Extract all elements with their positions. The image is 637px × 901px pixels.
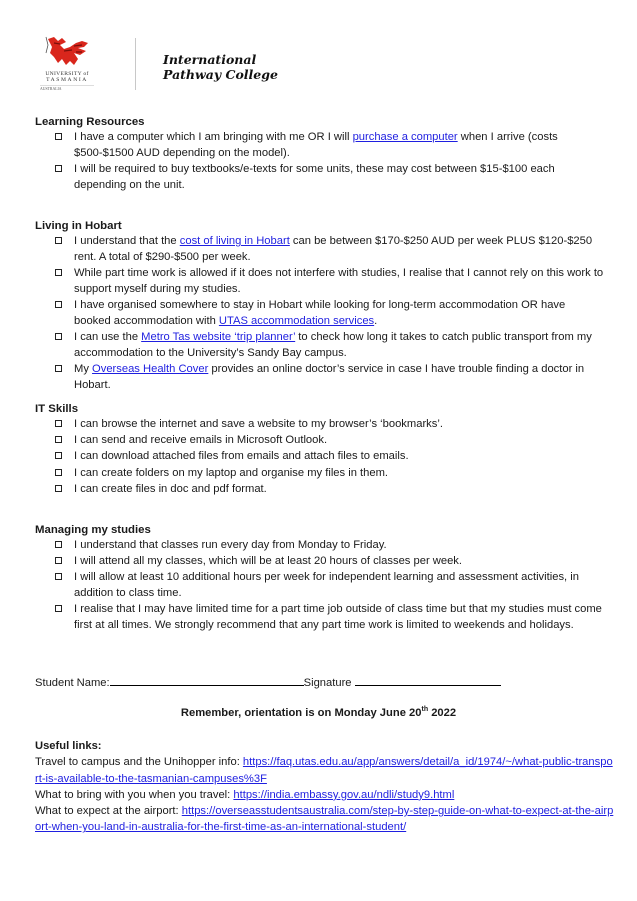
checklist-item <box>35 448 605 464</box>
checkbox[interactable] <box>55 133 62 140</box>
overseas-health-cover-link[interactable]: Overseas Health Cover <box>92 363 209 375</box>
travel-to-campus-link[interactable]: https://faq.utas.edu.au/app/answers/detail/a_id/1974/~/what-public-transport-is-available-to-the-tasmanian-campuses%3F <box>35 756 613 785</box>
item-text: I can browse the internet and save a website to my browser’s ‘bookmarks’. <box>74 418 443 430</box>
orientation-date-suffix: th <box>421 706 429 713</box>
useful-link-item <box>35 803 615 836</box>
purchase-computer-link[interactable]: purchase a computer <box>352 131 458 143</box>
checklist <box>35 537 605 633</box>
college-title-line2: Pathway College <box>163 67 278 82</box>
checkbox[interactable] <box>55 436 62 443</box>
student-name-field[interactable] <box>110 675 304 686</box>
item-text: to check how long it takes to catch public transport from my accommodation to the University’s Sandy Bay campus. <box>74 331 592 359</box>
checklist-item <box>35 569 605 601</box>
checklist-item <box>35 465 605 481</box>
orientation-text: Remember, orientation is on Monday June 20 <box>180 707 422 719</box>
item-text: I can create folders on my laptop and organise my files in them. <box>74 466 389 479</box>
checklist-item <box>35 601 605 633</box>
utas-accommodation-link[interactable]: UTAS accommodation services <box>218 315 375 327</box>
checklist <box>35 416 605 497</box>
section-title: Living in Hobart <box>35 220 122 232</box>
useful-link-label: What to expect at the airport: <box>35 805 182 818</box>
item-text: when I arrive (costs $500-$1500 AUD depending on the model). <box>74 131 558 159</box>
checkbox[interactable] <box>55 557 62 564</box>
checkbox[interactable] <box>55 485 62 492</box>
item-text: While part time work is allowed if it does not interfere with studies, I realise that I cannot rely on this work to support myself during my studies. <box>74 267 604 295</box>
checkbox[interactable] <box>55 365 62 372</box>
checklist-item <box>35 161 605 193</box>
item-text: I have organised somewhere to stay in Hobart while looking for long-term accommodation OR have booked accommodation with <box>74 299 566 327</box>
checklist-item <box>35 329 605 361</box>
useful-link-label: What to bring with you when you travel: <box>35 788 234 801</box>
cost-of-living-link[interactable]: cost of living in Hobart <box>179 235 290 247</box>
checklist <box>35 233 605 393</box>
checklist-item <box>35 537 605 553</box>
tasmanian-tiger-icon <box>40 35 94 71</box>
item-text: I will attend all my classes, which will be at least 20 hours of classes per week. <box>74 555 463 567</box>
section-title: Managing my studies <box>35 524 151 536</box>
item-text: My <box>74 363 93 375</box>
checkbox[interactable] <box>55 541 62 548</box>
useful-links-title: Useful links: <box>35 740 102 752</box>
checkbox[interactable] <box>55 573 62 580</box>
checklist-item <box>35 432 605 448</box>
checkbox[interactable] <box>55 605 62 612</box>
section-living-in-hobart <box>35 219 605 393</box>
checklist-item <box>35 481 605 497</box>
checkbox[interactable] <box>55 452 62 459</box>
university-logo <box>40 35 100 93</box>
orientation-notice <box>0 706 637 720</box>
useful-link-item <box>35 787 615 803</box>
college-title <box>163 52 278 82</box>
checkbox[interactable] <box>55 333 62 340</box>
what-to-bring-link[interactable]: https://india.embassy.gov.au/ndli/study9.html <box>233 788 455 801</box>
item-text: . <box>374 315 378 327</box>
item-text: I can send and receive emails in Microsoft Outlook. <box>74 434 328 447</box>
item-text: can be between $170-$250 AUD per week PLUS $120-$250 rent. A total of $290-$500 per week. <box>74 235 593 263</box>
checklist <box>35 129 605 193</box>
item-text: I can download attached files from emails and attach files to emails. <box>74 450 409 463</box>
logo-wordmark <box>40 71 94 83</box>
section-managing-my-studies <box>35 523 605 633</box>
checkbox[interactable] <box>55 237 62 244</box>
checkbox[interactable] <box>55 420 62 427</box>
section-title: Learning Resources <box>35 116 145 128</box>
useful-link-label: Travel to campus and the Unihopper info: <box>35 756 243 769</box>
useful-link-item <box>35 754 615 787</box>
checkbox[interactable] <box>55 469 62 476</box>
item-text: I can use the <box>74 331 142 343</box>
logo-line1: UNIVERSITY of <box>45 71 89 77</box>
logo-rule <box>40 85 94 86</box>
useful-links <box>35 738 615 836</box>
checkbox[interactable] <box>55 165 62 172</box>
metro-tas-trip-planner-link[interactable]: Metro Tas website ‘trip planner’ <box>141 331 296 343</box>
signature-label: Signature <box>303 677 355 689</box>
signature-field[interactable] <box>355 675 501 686</box>
airport-guide-link[interactable]: https://overseasstudentsaustralia.com/step-by-step-guide-on-what-to-expect-at-the-airport-when-you-land-in-australia-for-the-first-time-as-an-international-student/ <box>35 805 614 834</box>
checklist-item <box>35 265 605 297</box>
checkbox[interactable] <box>55 301 62 308</box>
item-text: I will allow at least 10 additional hours per week for independent learning and assessment activities, in addition to class time. <box>74 571 579 599</box>
student-name-label: Student Name: <box>35 677 110 689</box>
checklist-item <box>35 361 605 393</box>
item-text: I understand that the <box>74 235 180 247</box>
checklist-item <box>35 553 605 569</box>
section-learning-resources <box>35 115 605 193</box>
signature-row <box>35 675 605 690</box>
item-text: I understand that classes run every day from Monday to Friday. <box>74 539 387 551</box>
orientation-year: 2022 <box>428 707 457 719</box>
checkbox[interactable] <box>55 269 62 276</box>
item-text: I will be required to buy textbooks/e-texts for some units, these may cost between $15-$100 each depending on the unit. <box>74 163 555 191</box>
section-title: IT Skills <box>35 403 79 415</box>
item-text: I have a computer which I am bringing with me OR I will <box>74 131 353 143</box>
college-title-line1: International <box>163 52 257 67</box>
section-it-skills <box>35 402 605 497</box>
checklist-item <box>35 233 605 265</box>
header-divider <box>135 38 136 90</box>
item-text: I realise that I may have limited time for a part time job outside of class time but that my studies must come first at all times. We strongly recommend that any part time work is limited to weekends and holidays. <box>74 603 602 631</box>
checklist-item <box>35 129 605 161</box>
logo-line2: TASMANIA <box>46 77 88 83</box>
item-text: I can create files in doc and pdf format. <box>74 482 267 495</box>
checklist-item <box>35 416 605 432</box>
logo-line3: AUSTRALIA <box>40 87 62 91</box>
item-text: provides an online doctor’s service in case I have trouble finding a doctor in Hobart. <box>74 363 585 391</box>
checklist-item <box>35 297 605 329</box>
